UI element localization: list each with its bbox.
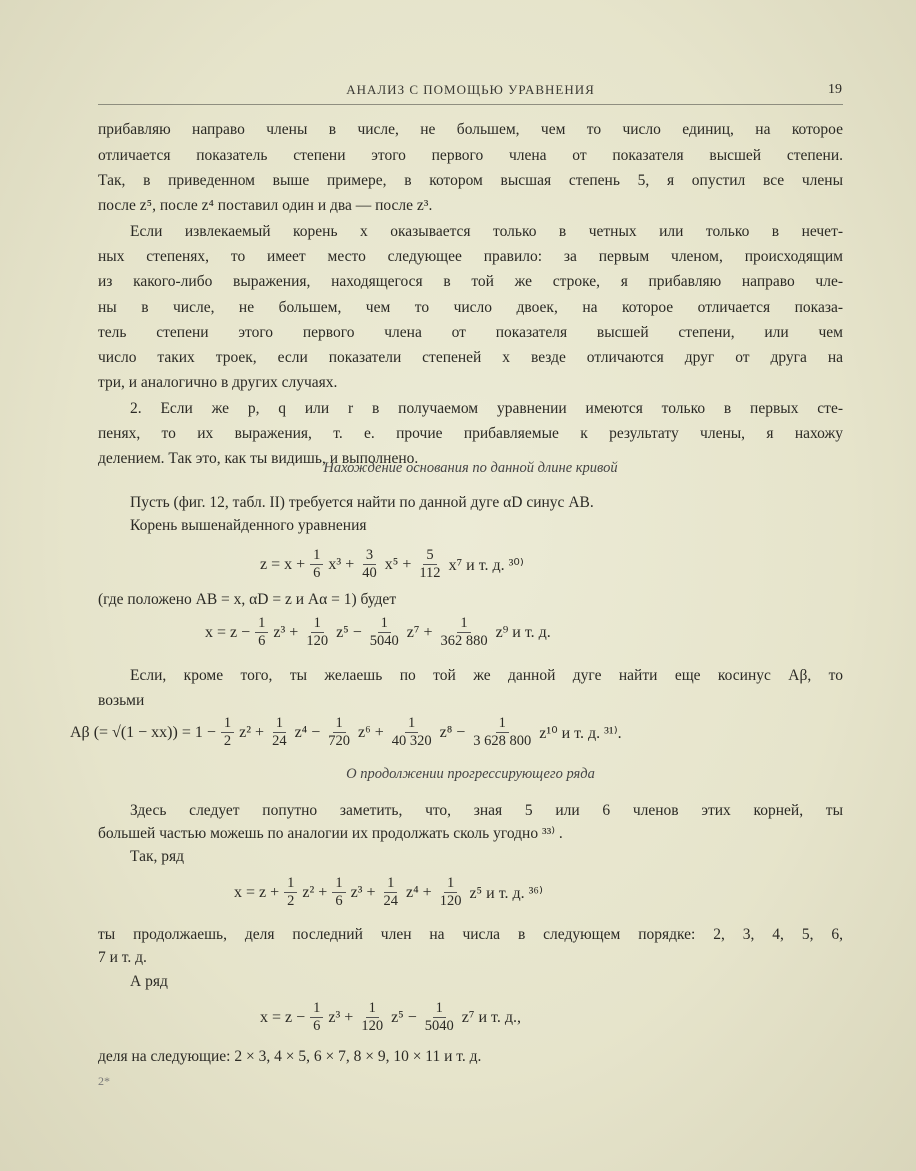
printer-signature-mark: 2*: [98, 1074, 110, 1088]
equation-term: z² +: [239, 723, 265, 741]
numerator: 1: [284, 875, 297, 893]
numerator: 1: [457, 615, 470, 633]
denominator: 5040: [424, 1018, 454, 1034]
denominator: 6: [313, 1018, 321, 1034]
numerator: 1: [310, 547, 323, 565]
fraction: [416, 547, 443, 582]
equation-term: z = x +: [260, 555, 306, 573]
numerator: 1: [433, 1000, 446, 1018]
denominator: 5040: [369, 633, 399, 649]
equation-term: Aβ (= √(1 − xx)) = 1 −: [70, 723, 216, 741]
text-line: Если, кроме того, ты желаешь по той же данной дуге найти еще косинус Aβ, то: [130, 667, 843, 684]
numerator: 1: [332, 875, 345, 893]
text-line: Если извлекаемый корень x оказывается только в четных или только в нечет-: [130, 223, 843, 240]
header-rule: [98, 104, 843, 105]
fraction: [359, 547, 380, 582]
denominator: 362 880: [440, 633, 488, 649]
text-line: после z⁵, после z⁴ поставил один и два — после z³.: [98, 197, 433, 214]
section-heading: О продолжении прогрессирующего ряда: [346, 766, 595, 782]
text-line: (где положено AB = x, αD = z и Aα = 1) будет: [98, 591, 397, 608]
fraction: [332, 875, 345, 910]
denominator: 24: [272, 733, 287, 749]
text-line: ты продолжаешь, деля последний член на числа в следующем порядке: 2, 3, 4, 5, 6,: [98, 926, 843, 943]
denominator: 112: [419, 565, 441, 581]
equation-term: x³ +: [328, 555, 355, 573]
numerator: 5: [423, 547, 436, 565]
equation-term: z⁷ и т. д.,: [461, 1008, 521, 1026]
numerator: 1: [333, 715, 346, 733]
fraction: [310, 1000, 323, 1035]
text-line: Пусть (фиг. 12, табл. II) требуется найти по данной дуге αD синус AB.: [130, 494, 594, 511]
text-line: А ряд: [130, 973, 168, 990]
equation-term: z⁸ −: [439, 723, 466, 741]
fraction: [422, 1000, 457, 1035]
numerator: 3: [363, 547, 376, 565]
equation-term: x = z −: [260, 1008, 306, 1026]
denominator: 6: [258, 633, 266, 649]
denominator: 120: [361, 1018, 384, 1034]
page-number: 19: [828, 82, 842, 97]
text-line: Так, ряд: [130, 848, 185, 865]
text-line: из какого-либо выражения, находящегося в той же строке, я прибавляю направо чле-: [98, 273, 843, 290]
text-line: деля на следующие: 2 × 3, 4 × 5, 6 × 7, 8 × 9, 10 × 11 и т. д.: [98, 1048, 482, 1065]
running-header: АНАЛИЗ С ПОМОЩЬЮ УРАВНЕНИЯ: [346, 82, 595, 97]
text-line: большей частью можешь по аналогии их продолжать сколь угодно ³³⁾ .: [98, 825, 563, 842]
text-line: отличается показатель степени этого первого члена от показателя высшей степени.: [98, 147, 843, 164]
text-line: тель степени этого первого члена от показателя высшей степени, или чем: [98, 324, 843, 341]
equation-term: z⁵ и т. д. ³⁶⁾: [469, 884, 543, 902]
text-line: ных степенях, то имеет место следующее правило: за первым членом, происходящим: [98, 248, 843, 265]
equation-term: x = z −: [205, 623, 251, 641]
fraction: [367, 615, 402, 650]
text-line: Здесь следует попутно заметить, что, зная 5 или 6 членов этих корней, ты: [130, 802, 843, 819]
numerator: 1: [444, 875, 457, 893]
fraction: [389, 715, 435, 750]
equation-term: z¹⁰ и т. д. ³¹⁾.: [539, 724, 622, 742]
fraction: [284, 875, 297, 910]
numerator: 1: [366, 1000, 379, 1018]
equation: [68, 715, 624, 750]
numerator: 1: [496, 715, 509, 733]
fraction: [437, 615, 490, 650]
denominator: 6: [335, 893, 343, 909]
text-line: возьми: [98, 692, 145, 709]
equation-term: x⁵ +: [384, 555, 412, 573]
denominator: 2: [223, 733, 232, 749]
equation-term: z⁴ −: [294, 723, 321, 741]
denominator: 120: [439, 893, 462, 909]
numerator: 1: [311, 615, 324, 633]
text-line: делением. Так это, как ты видишь, и выполнено.: [98, 450, 419, 467]
numerator: 1: [384, 875, 397, 893]
text-line: три, и аналогично в других случаях.: [98, 374, 338, 391]
denominator: 720: [328, 733, 351, 749]
text-line: 2. Если же p, q или r в получаемом уравнении имеются только в первых сте-: [130, 400, 843, 417]
fraction: [221, 715, 234, 750]
equation-term: x⁷ и т. д. ³⁰⁾: [448, 556, 524, 574]
equation-term: z⁹ и т. д.: [495, 623, 551, 641]
denominator: 3 628 800: [473, 733, 532, 749]
numerator: 1: [310, 1000, 323, 1018]
denominator: 6: [313, 565, 321, 581]
equation-term: z⁷ +: [406, 623, 433, 641]
equation-term: x = z +: [234, 883, 280, 901]
denominator: 24: [383, 893, 398, 909]
numerator: 1: [378, 615, 391, 633]
numerator: 1: [405, 715, 418, 733]
text-line: Так, в приведенном выше примере, в котором высшая степень 5, я опустил все члены: [98, 172, 843, 189]
fraction: [269, 715, 290, 750]
text-line: Корень вышенайденного уравнения: [130, 517, 367, 534]
denominator: 120: [306, 633, 329, 649]
equation-term: z³ +: [273, 623, 299, 641]
equation: [203, 615, 553, 650]
equation-term: z⁵ −: [336, 623, 362, 641]
fraction: [303, 615, 331, 650]
denominator: 40: [362, 565, 377, 581]
text-line: ны в числе, не большем, чем то число двоек, на которое отличается показа-: [98, 299, 843, 316]
equation-term: z³ +: [350, 883, 376, 901]
denominator: 2: [287, 893, 295, 909]
equation: [258, 1000, 523, 1035]
equation-term: z⁴ +: [406, 883, 432, 901]
fraction: [358, 1000, 386, 1035]
text-line: пенях, то их выражения, т. е. прочие прибавляемые к результату члены, я нахожу: [98, 425, 843, 442]
numerator: 1: [221, 715, 234, 733]
numerator: 1: [273, 715, 286, 733]
section-heading: Нахождение основания по данной длине кривой: [323, 460, 618, 476]
equation-term: z³ +: [328, 1008, 354, 1026]
text-line: число таких троек, если показатели степеней x везде отличаются друг от друга на: [98, 349, 843, 366]
text-line: прибавляю направо члены в числе, не большем, чем то число единиц, на которое: [98, 121, 843, 138]
numerator: 1: [255, 615, 268, 633]
fraction: [470, 715, 534, 750]
equation-term: z⁵ −: [391, 1008, 417, 1026]
fraction: [255, 615, 268, 650]
text-line: 7 и т. д.: [98, 949, 147, 966]
fraction: [325, 715, 353, 750]
equation: [232, 875, 545, 910]
denominator: 40 320: [391, 733, 432, 749]
equation: [258, 547, 526, 582]
equation-term: z² +: [302, 883, 328, 901]
fraction: [437, 875, 465, 910]
fraction: [310, 547, 323, 582]
equation-term: z⁶ +: [358, 723, 384, 741]
fraction: [381, 875, 402, 910]
